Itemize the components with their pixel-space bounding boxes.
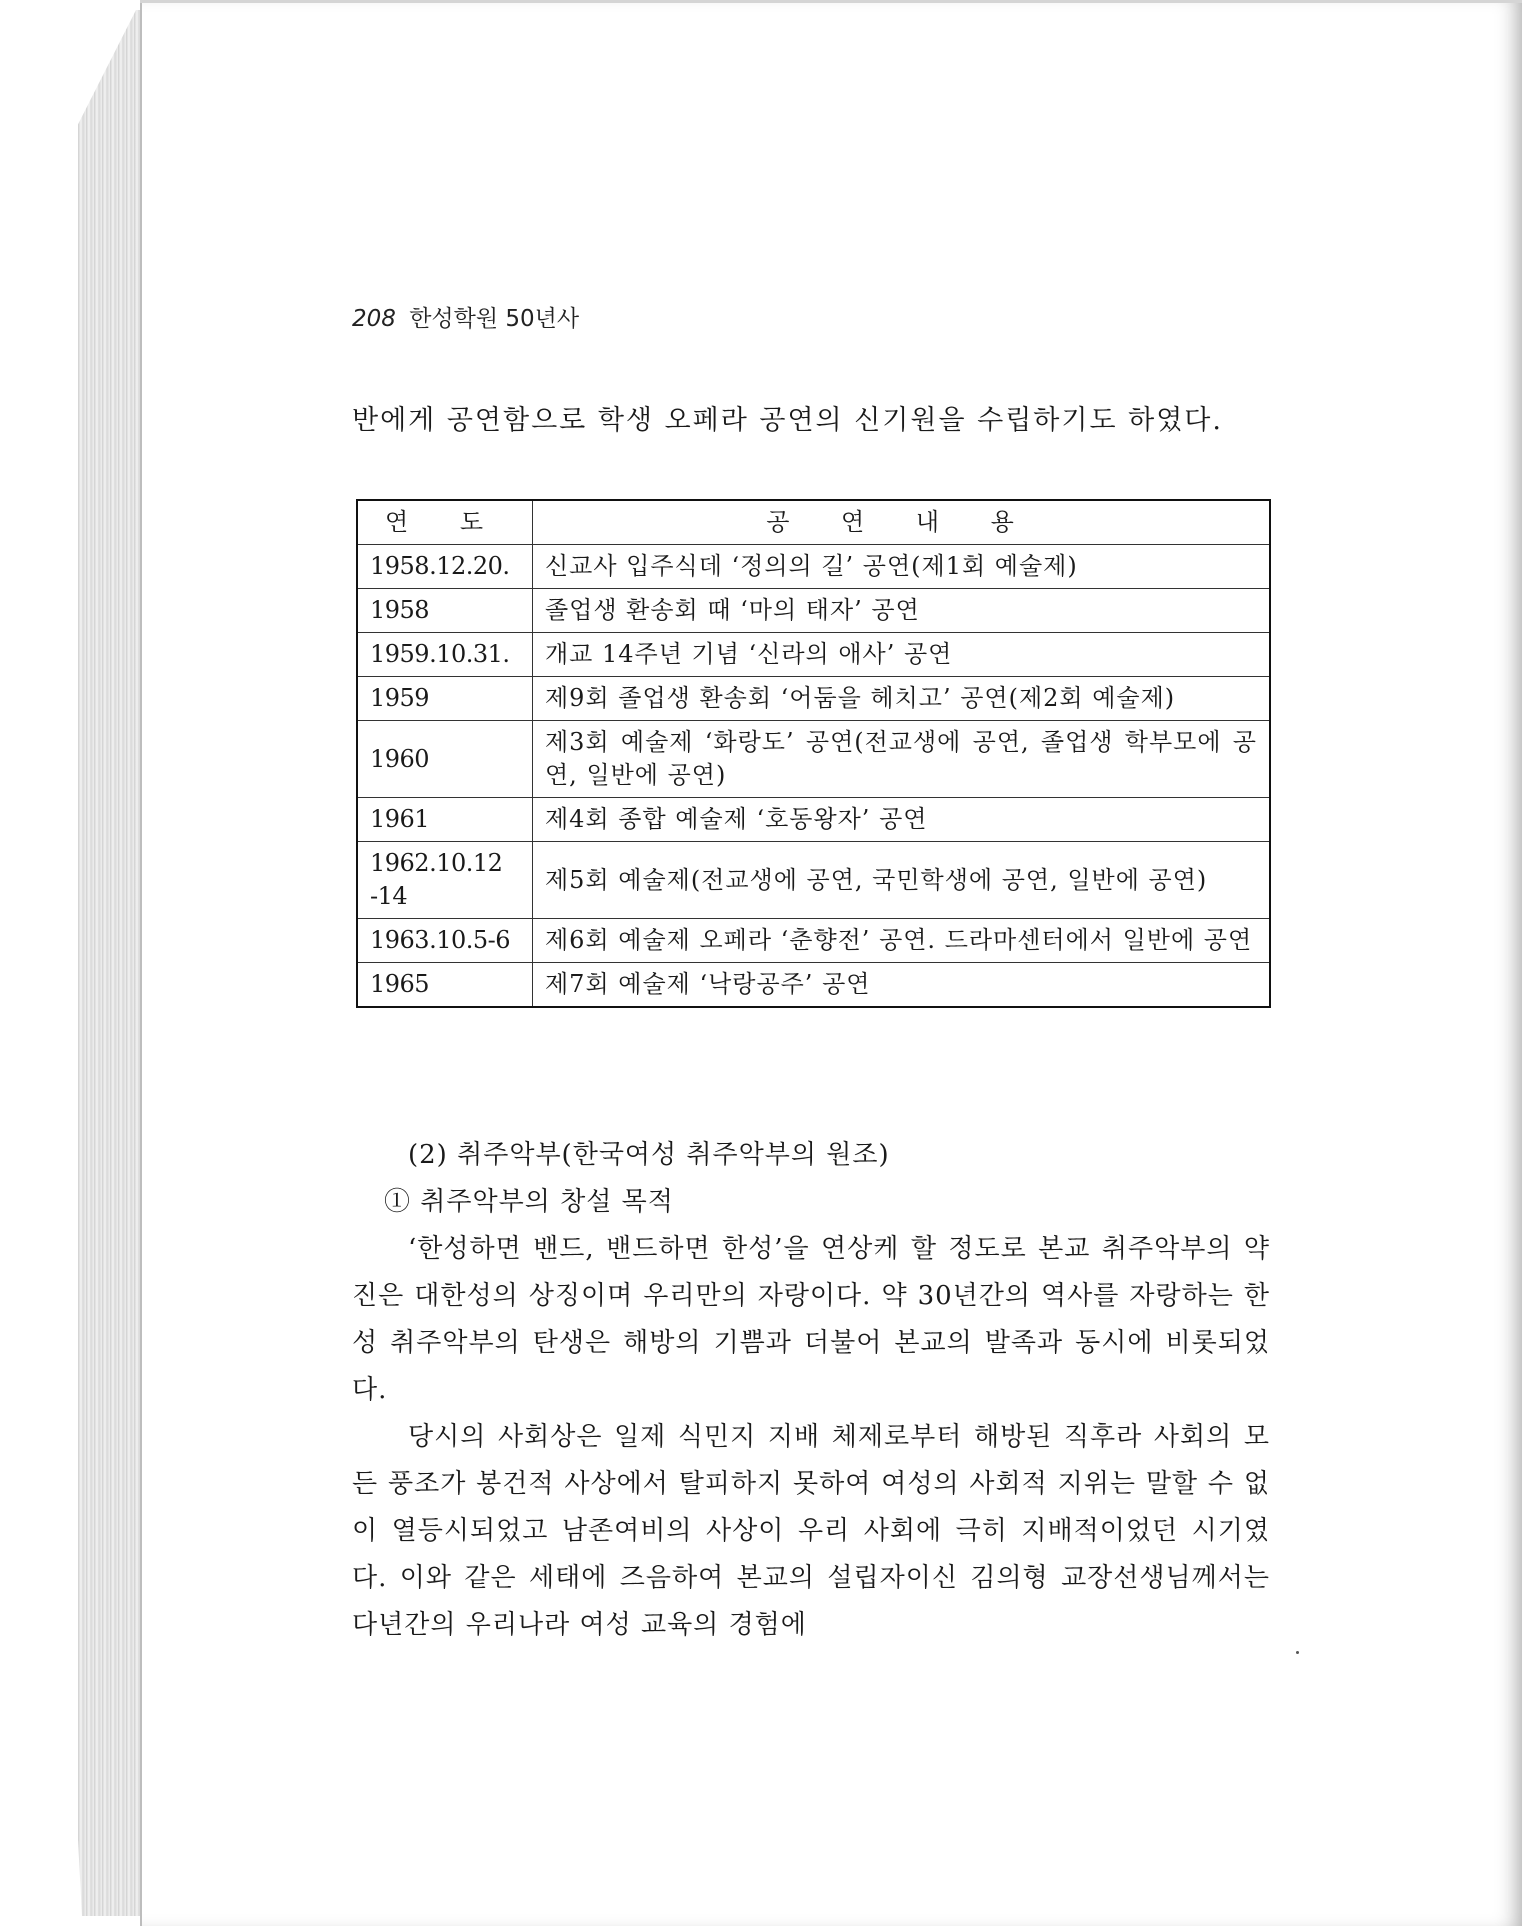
table-row <box>357 798 1270 842</box>
content-cell: 제6회 예술제 오페라 ‘춘향전’ 공연. 드라마센터에서 일반에 공연 <box>533 919 1271 963</box>
table-row <box>357 677 1270 721</box>
table-row <box>357 633 1270 677</box>
book-title: 한성학원 50년사 <box>409 306 580 332</box>
content-cell: 제7회 예술제 ‘낙랑공주’ 공연 <box>533 963 1271 1008</box>
content-cell: 제3회 예술제 ‘화랑도’ 공연(전교생에 공연, 졸업생 학부모에 공연, 일반에 공연) <box>533 721 1271 798</box>
year-cell: 1959 <box>357 677 533 721</box>
section-subheading: ① 취주악부의 창설 목적 <box>384 1187 674 1217</box>
running-header <box>352 300 579 333</box>
table-row <box>357 842 1270 919</box>
year-cell: 1958.12.20. <box>357 545 533 589</box>
table-body <box>357 545 1270 1008</box>
section-body <box>352 1132 1270 1649</box>
page-number: 208 <box>352 306 396 332</box>
table-header-row <box>357 500 1270 545</box>
year-cell: 1958 <box>357 589 533 633</box>
content-cell: 제5회 예술제(전교생에 공연, 국민학생에 공연, 일반에 공연) <box>533 842 1271 919</box>
table-row <box>357 721 1270 798</box>
year-cell: 1960 <box>357 721 533 798</box>
content-cell: 제4회 종합 예술제 ‘호동왕자’ 공연 <box>533 798 1271 842</box>
year-cell: 1961 <box>357 798 533 842</box>
content-cell: 개교 14주년 기념 ‘신라의 애사’ 공연 <box>533 633 1271 677</box>
paragraph: 당시의 사회상은 일제 식민지 지배 체제로부터 해방된 직후라 사회의 모든 풍조가 봉건적 사상에서 탈피하지 못하여 여성의 사회적 지위는 말할 수 없이 열등시되었고 남존여비의 사상이 우리 사회에 극히 지배적이었던 시기였다. 이와 같은 세태에 즈음하여 본교의 설립자이신 김의형 교장선생님께서는 다년간의 우리나라 여성 교육의 경험에 <box>352 1422 1270 1640</box>
book-page-edges <box>78 10 148 1916</box>
paragraph: ‘한성하면 밴드, 밴드하면 한성’을 연상케 할 정도로 본교 취주악부의 약진은 대한성의 상징이며 우리만의 자랑이다. 약 30년간의 역사를 자랑하는 한성 취주악부의 탄생은 해방의 기쁨과 더불어 본교의 발족과 동시에 비롯되었다. <box>352 1234 1270 1405</box>
content-cell: 신교사 입주식데 ‘정의의 길’ 공연(제1회 예술제) <box>533 545 1271 589</box>
year-cell: 1959.10.31. <box>357 633 533 677</box>
scan-speck <box>1296 1651 1299 1654</box>
year-cell: 1963.10.5-6 <box>357 919 533 963</box>
year-cell: 1965 <box>357 963 533 1008</box>
table-row <box>357 589 1270 633</box>
table-row <box>357 963 1270 1008</box>
content-cell: 제9회 졸업생 환송회 ‘어둠을 헤치고’ 공연(제2회 예술제) <box>533 677 1271 721</box>
page-top-edge <box>140 0 1522 3</box>
table-row <box>357 545 1270 589</box>
intro-line: 반에게 공연함으로 학생 오페라 공연의 신기원을 수립하기도 하였다. <box>352 405 1223 436</box>
header-year: 연 도 <box>357 500 533 545</box>
table-row <box>357 919 1270 963</box>
section-heading: (2) 취주악부(한국여성 취주악부의 원조) <box>408 1140 890 1170</box>
year-cell: 1962.10.12 -14 <box>357 842 533 919</box>
performance-table <box>356 499 1271 1008</box>
content-cell: 졸업생 환송회 때 ‘마의 태자’ 공연 <box>533 589 1271 633</box>
header-content: 공 연 내 용 <box>533 500 1271 545</box>
